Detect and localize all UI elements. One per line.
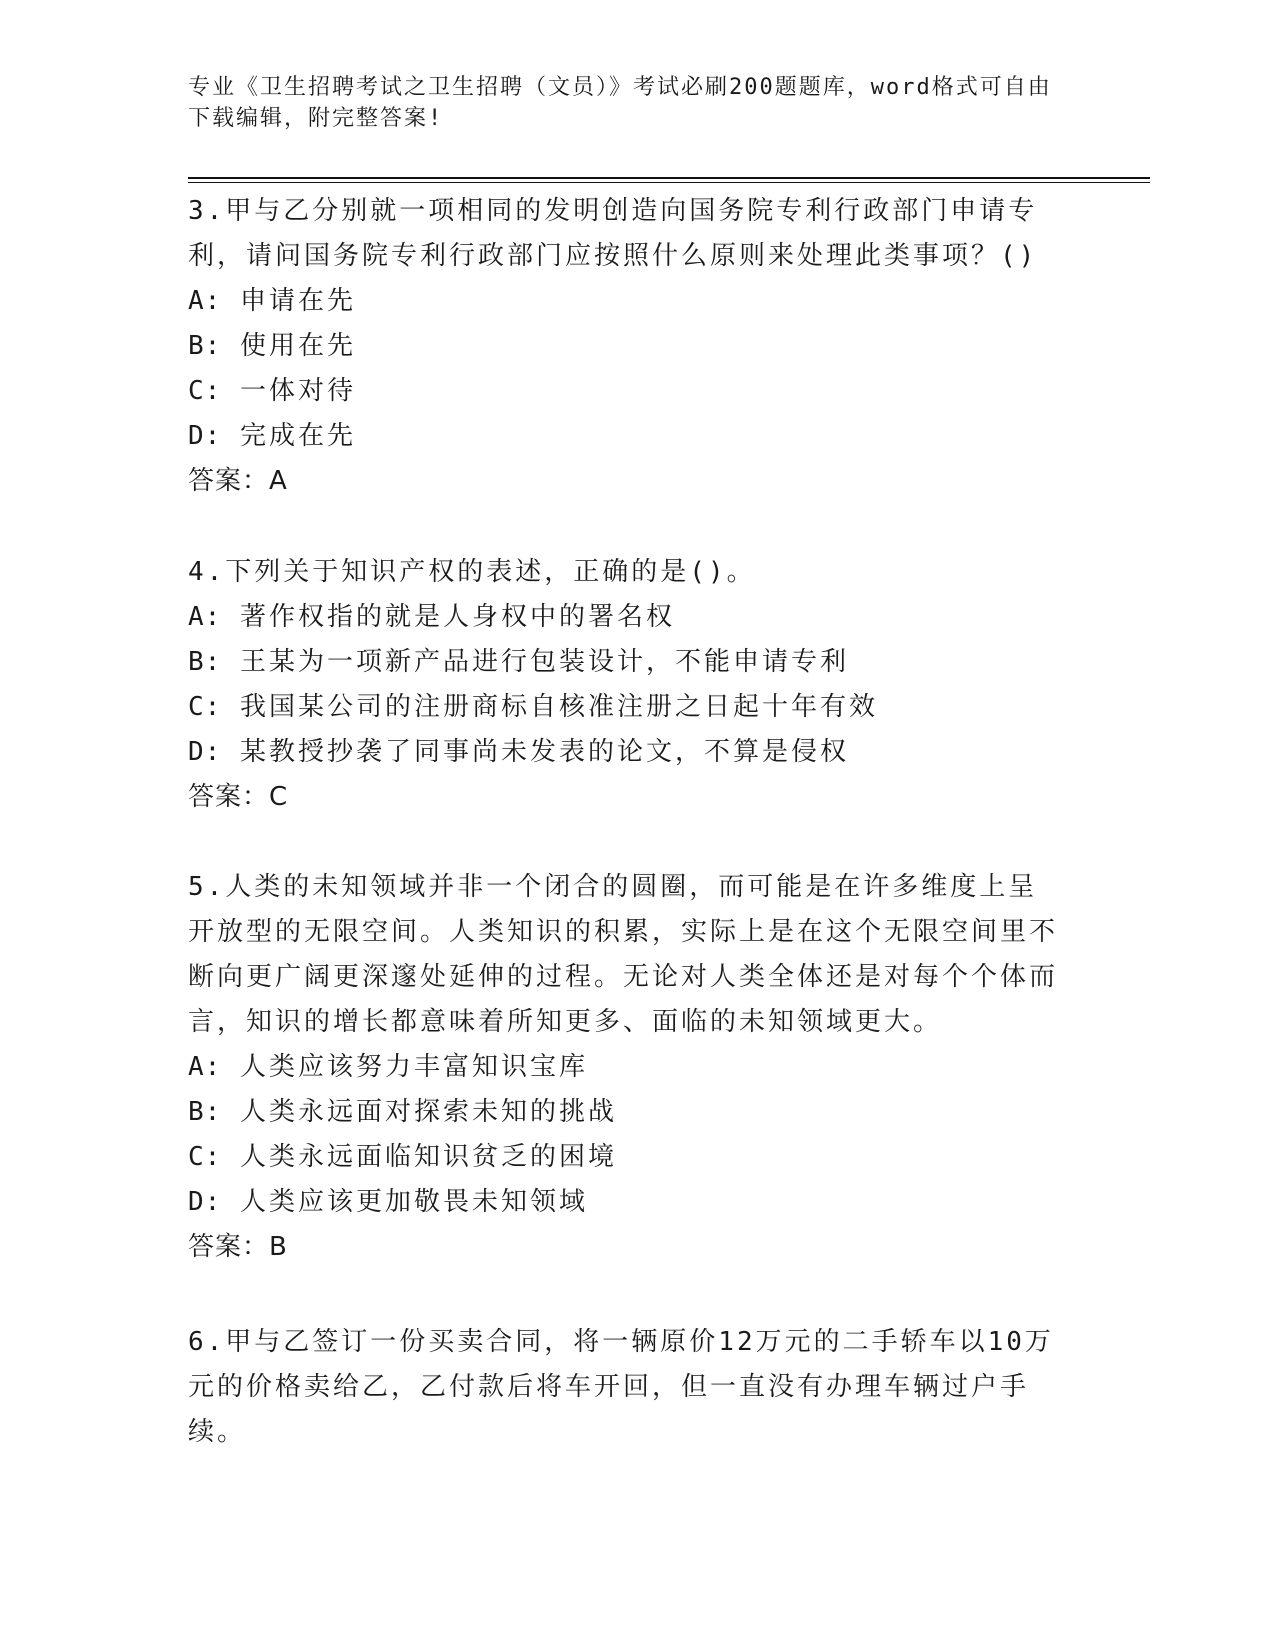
option-text: 人类应该更加敬畏未知领域 <box>239 1187 588 1217</box>
option-d <box>188 730 1058 775</box>
answer: 答案：B <box>188 1232 288 1262</box>
option-text: 我国某公司的注册商标自核准注册之日起十年有效 <box>239 692 878 722</box>
question-5 <box>188 865 1058 1270</box>
option-label: A: <box>188 1052 222 1082</box>
option-a <box>188 1045 1058 1090</box>
option-label: C: <box>188 376 222 406</box>
question-stem: 4.下列关于知识产权的表述，正确的是()。 <box>188 557 756 587</box>
option-text: 某教授抄袭了同事尚未发表的论文，不算是侵权 <box>239 737 849 767</box>
option-b <box>188 324 1058 369</box>
option-text: 王某为一项新产品进行包装设计，不能申请专利 <box>239 647 849 677</box>
option-c <box>188 369 1058 414</box>
question-stem: 6.甲与乙签订一份买卖合同，将一辆原价12万元的二手轿车以10万元的价格卖给乙，乙付款后将车开回，但一直没有办理车辆过户手续。 <box>188 1327 1054 1447</box>
option-a <box>188 279 1058 324</box>
option-d <box>188 414 1058 459</box>
header-rule-thin <box>188 182 1150 183</box>
option-label: B: <box>188 331 222 361</box>
answer: 答案：C <box>188 782 289 812</box>
option-text: 完成在先 <box>239 421 356 451</box>
question-stem: 5.人类的未知领域并非一个闭合的圆圈，而可能是在许多维度上呈开放型的无限空间。人类知识的积累，实际上是在这个无限空间里不断向更广阔更深邃处延伸的过程。无论对人类全体还是对每个个体而言，知识的增长都意味着所知更多、面临的未知领域更大。 <box>188 872 1059 1037</box>
option-text: 人类永远面临知识贫乏的困境 <box>239 1142 617 1172</box>
option-text: 一体对待 <box>239 376 356 406</box>
option-text: 著作权指的就是人身权中的署名权 <box>239 602 675 632</box>
option-label: D: <box>188 737 222 767</box>
option-d <box>188 1180 1058 1225</box>
option-text: 人类应该努力丰富知识宝库 <box>239 1052 588 1082</box>
option-label: A: <box>188 602 222 632</box>
option-b <box>188 640 1058 685</box>
header-rule-thick <box>188 177 1150 179</box>
option-b <box>188 1090 1058 1135</box>
option-label: D: <box>188 421 222 451</box>
question-4 <box>188 550 1058 820</box>
answer: 答案：A <box>188 466 288 496</box>
option-text: 申请在先 <box>239 286 356 316</box>
option-a <box>188 595 1058 640</box>
option-label: A: <box>188 286 222 316</box>
option-c <box>188 1135 1058 1180</box>
document-header: 专业《卫生招聘考试之卫生招聘（文员）》考试必刷200题题库，word格式可自由下载编辑，附完整答案! <box>188 75 1052 131</box>
option-label: C: <box>188 692 222 722</box>
question-3 <box>188 189 1058 504</box>
option-c <box>188 685 1058 730</box>
question-6 <box>188 1320 1058 1455</box>
option-label: C: <box>188 1142 222 1172</box>
option-label: B: <box>188 1097 222 1127</box>
option-text: 使用在先 <box>239 331 356 361</box>
option-label: B: <box>188 647 222 677</box>
option-text: 人类永远面对探索未知的挑战 <box>239 1097 617 1127</box>
option-label: D: <box>188 1187 222 1217</box>
question-stem: 3.甲与乙分别就一项相同的发明创造向国务院专利行政部门申请专利，请问国务院专利行政部门应按照什么原则来处理此类事项？() <box>188 196 1038 271</box>
